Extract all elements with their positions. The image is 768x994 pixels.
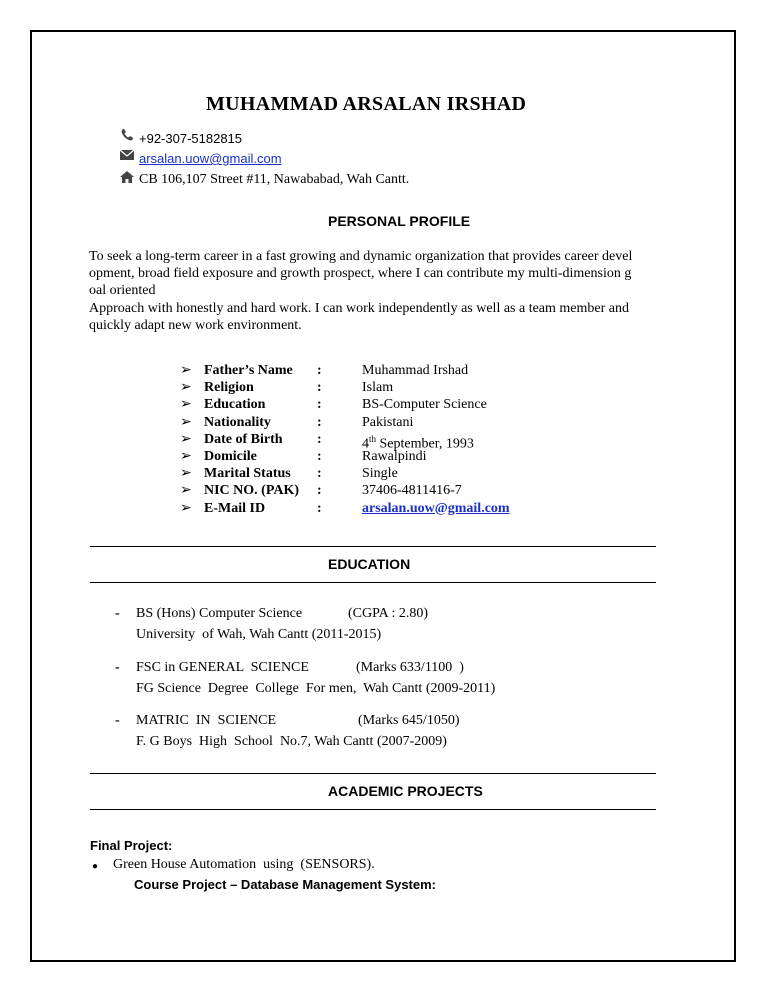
final-project-item: Green House Automation using (SENSORS). [113,857,375,872]
detail-label: Domicile [204,448,257,464]
objective-line: Approach with honestly and hard work. I can work independently as well as a team member and [89,300,629,316]
personal-details-list [180,362,580,517]
degree-title: MATRIC IN SCIENCE [136,713,277,728]
degree-title: BS (Hons) Computer Science [136,606,303,621]
personal-profile-heading: PERSONAL PROFILE [328,213,471,229]
arrow-bullet-icon: ➢ [180,380,192,396]
detail-label: Nationality [204,414,271,430]
dob-day-suffix: th [369,433,377,444]
detail-row-education [180,396,580,413]
detail-row-date-of-birth [180,431,580,452]
detail-row-email-id [180,500,580,517]
course-project-label: Course Project – Database Management System: [134,877,436,892]
detail-value: Single [362,466,398,482]
detail-row-marital-status [180,465,580,482]
detail-value: 37406-4811416-7 [362,483,462,499]
detail-label: Education [204,397,266,413]
degree-title: FSC in GENERAL SCIENCE [136,660,309,675]
list-dash: - [115,606,120,621]
list-dash: - [115,713,120,728]
detail-row-fathers-name [180,362,580,379]
arrow-bullet-icon: ➢ [180,431,192,447]
detail-row-nationality [180,414,580,431]
arrow-bullet-icon: ➢ [180,414,192,430]
phone-number: +92-307-5182815 [139,131,243,146]
detail-value: BS-Computer Science [362,397,487,413]
detail-value: Muhammad Irshad [362,363,469,378]
detail-row-religion [180,379,580,396]
detail-separator: : [317,500,322,516]
detail-separator: : [317,397,322,413]
detail-row-domicile [180,448,580,465]
detail-separator: : [317,363,322,378]
arrow-bullet-icon: ➢ [180,466,192,482]
degree-institute: University of Wah, Wah Cantt (2011-2015) [136,627,382,642]
objective-line: quickly adapt new work environment. [89,317,302,333]
arrow-bullet-icon: ➢ [180,448,192,464]
degree-score: (Marks 633/1100 ) [356,660,464,675]
detail-separator: : [317,414,322,430]
detail-separator: : [317,466,322,482]
arrow-bullet-icon: ➢ [180,397,192,413]
academic-projects-heading: ACADEMIC PROJECTS [328,783,483,799]
detail-value: Pakistani [362,414,414,430]
divider-line [90,773,656,774]
final-project-label: Final Project: [90,838,173,853]
detail-row-nic-no [180,482,580,499]
bullet-dot-icon: ● [92,861,99,872]
detail-value: Islam [362,380,394,396]
divider-line [90,546,656,547]
home-icon [119,170,135,184]
dob-day: 4 [362,436,369,452]
detail-label: Religion [204,380,254,396]
detail-separator: : [317,380,322,396]
arrow-bullet-icon: ➢ [180,363,192,378]
detail-label: Marital Status [204,466,291,482]
email-link[interactable]: arsalan.uow@gmail.com [139,151,282,166]
phone-icon [119,128,135,142]
objective-paragraph [89,248,689,334]
arrow-bullet-icon: ➢ [180,500,192,516]
detail-separator: : [317,483,322,499]
email-id-link[interactable]: arsalan.uow@gmail.com [362,500,510,516]
divider-line [90,809,656,810]
detail-value: Rawalpindi [362,448,427,464]
detail-label: E-Mail ID [204,500,266,516]
dob-rest: September, 1993 [376,436,474,452]
detail-separator: : [317,431,322,447]
candidate-name: MUHAMMAD ARSALAN IRSHAD [206,93,527,115]
detail-separator: : [317,448,322,464]
degree-score: (Marks 645/1050) [358,713,460,728]
list-dash: - [115,660,120,675]
detail-label: Date of Birth [204,431,283,447]
envelope-icon [119,149,135,163]
detail-label: NIC NO. (PAK) [204,483,300,499]
degree-institute: FG Science Degree College For men, Wah Cantt (2009-2011) [136,681,496,696]
detail-label: Father’s Name [204,363,293,378]
address: CB 106,107 Street #11, Nawababad, Wah Cantt. [139,172,410,187]
objective-line: opment, broad field exposure and growth prospect, where I can contribute my multi-dimension g [89,266,632,282]
divider-line [90,582,656,583]
degree-institute: F. G Boys High School No.7, Wah Cantt (2007-2009) [136,734,447,749]
degree-score: (CGPA : 2.80) [348,606,429,621]
arrow-bullet-icon: ➢ [180,483,192,499]
objective-line: To seek a long-term career in a fast growing and dynamic organization that provides career devel [89,249,633,264]
objective-line: oal oriented [89,283,156,299]
education-heading: EDUCATION [328,556,411,572]
